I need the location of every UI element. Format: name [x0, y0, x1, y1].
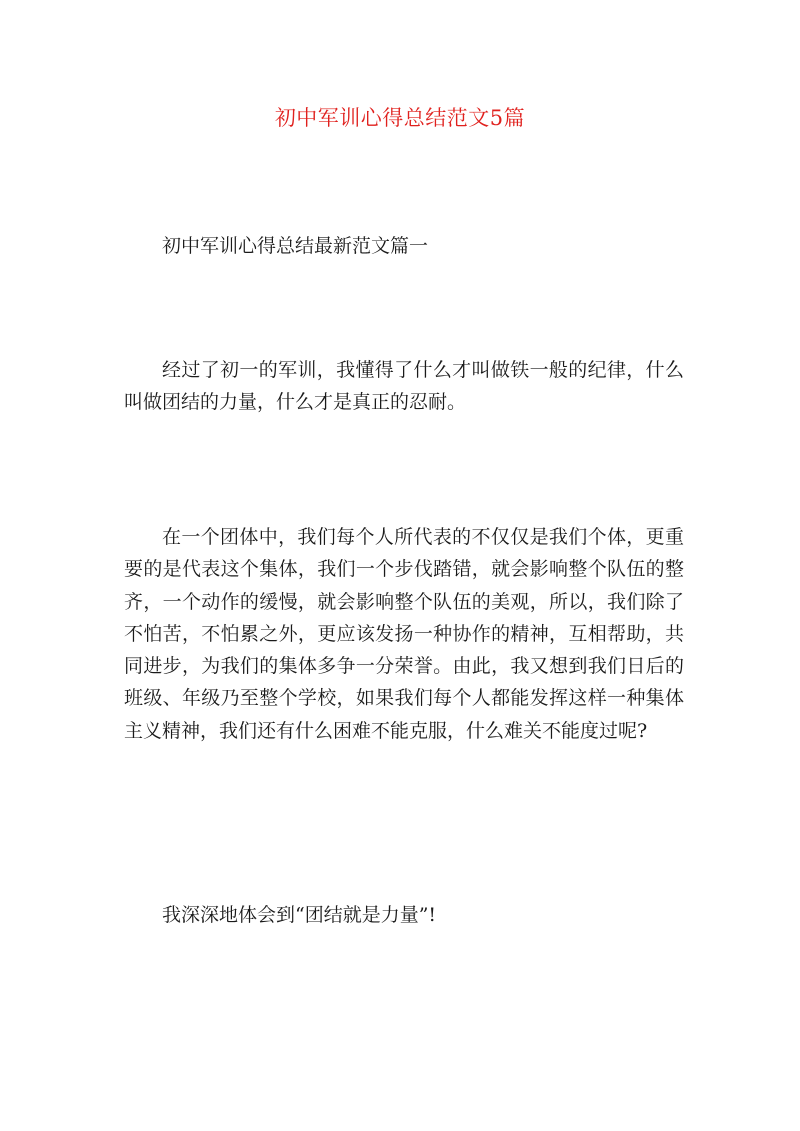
paragraph-2: 在一个团体中，我们每个人所代表的不仅仅是我们个体，更重要的是代表这个集体，我们一个步伐踏错，就会影响整个队伍的整齐，一个动作的缓慢，就会影响整个队伍的美观，所以，我们除了不怕苦，不怕累之外，更应该发扬一种协作的精神，互相帮助，共同进步，为我们的集体多争一分荣誉。由此，我又想到我们日后的班级、年级乃至整个学校，如果我们每个人都能发挥这样一种集体主义精神，我们还有什么困难不能克服，什么难关不能度过呢? — [124, 526, 684, 742]
paragraph-3: 我深深地体会到“团结就是力量”! — [162, 904, 437, 926]
document-title: 初中军训心得总结范文5篇 — [274, 106, 526, 130]
paragraph-1: 经过了初一的军训，我懂得了什么才叫做铁一般的纪律，什么叫做团结的力量，什么才是真正的忍耐。 — [124, 359, 684, 414]
section-heading: 初中军训心得总结最新范文篇一 — [162, 235, 429, 257]
